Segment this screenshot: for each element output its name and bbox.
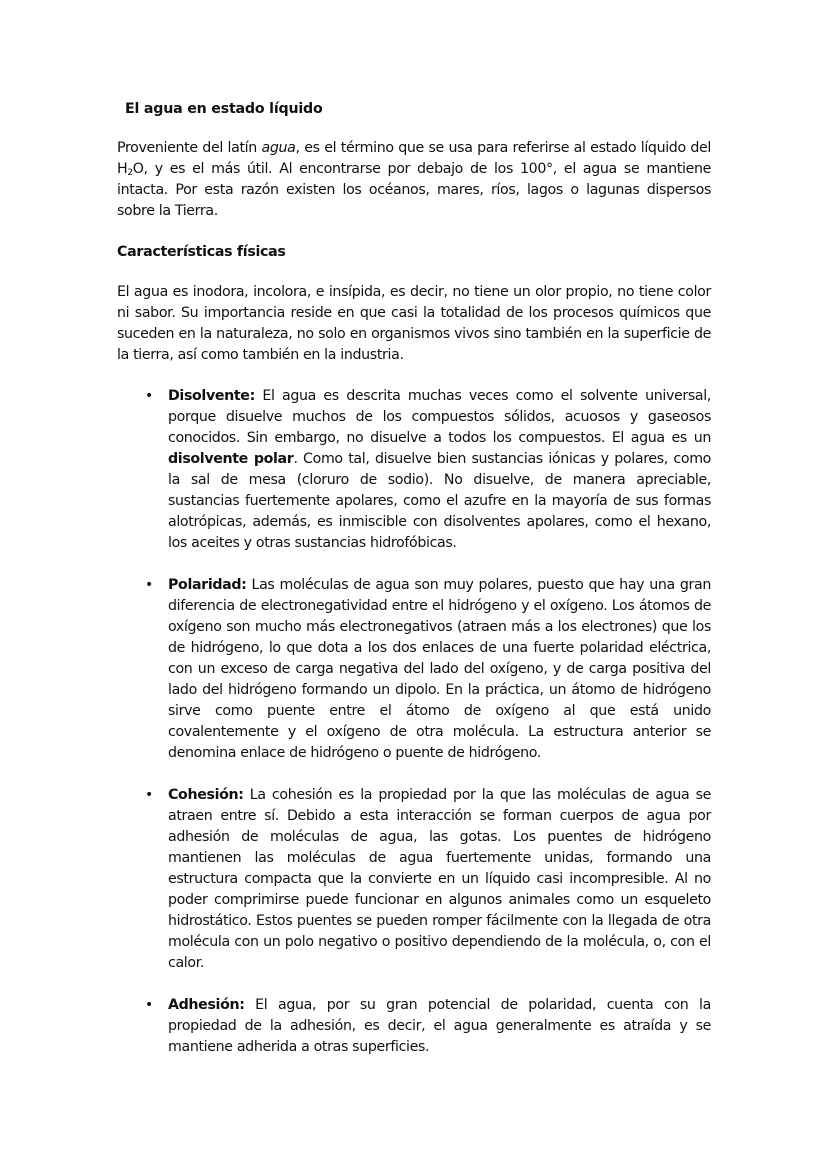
bullet-icon: • xyxy=(145,577,154,593)
intro-italic-word: agua xyxy=(261,140,296,156)
list-item-term: Polaridad: xyxy=(168,577,247,593)
list-item-term: Disolvente: xyxy=(168,388,255,404)
list-item-polaridad xyxy=(117,575,711,764)
bullet-icon: • xyxy=(145,997,154,1013)
section-paragraph: El agua es inodora, incolora, e insípida, es decir, no tiene un olor propio, no tiene color ni sabor. Su importancia reside en que casi la totalidad de los procesos químicos que suceden en la naturaleza, no solo en organismos vivos sino también en la superficie de la tierra, así como también en la industria. xyxy=(117,284,711,363)
list-item-text xyxy=(168,386,711,554)
list-item-body: La cohesión es la propiedad por la que las moléculas de agua se atraen entre sí. Debido a esta interacción se forman cuerpos de agua por adhesión de moléculas de agua, las gotas. Los puentes de hidrógeno mantienen las moléculas de agua fuertemente unidas, formando una estructura compacta que la convierte en un líquido casi incompresible. Al no poder comprimirse puede funcionar en algunos animales como un esqueleto hidrostático. Estos puentes se pueden romper fácilmente con la llegada de otra molécula con un polo negativo o positivo dependiendo de la molécula, o, con el calor. xyxy=(168,787,711,971)
document-title: El agua en estado líquido xyxy=(125,101,323,117)
intro-text-2: , es el término que se usa para referirse al estado líquido del H xyxy=(117,140,712,177)
intro-paragraph xyxy=(117,138,711,222)
list-item-disolvente xyxy=(117,386,711,554)
intro-subscript: 2 xyxy=(127,168,133,178)
intro-text-3: O, y es el más útil. Al encontrarse por debajo de los 100°, el agua se mantiene intacta. Por esta razón existen los océanos, mares, ríos, lagos o lagunas dispersos sobre la Tierra. xyxy=(117,161,711,219)
bold-inline-term: disolvente polar xyxy=(168,451,294,467)
list-item-text xyxy=(168,995,711,1058)
list-item-term: Cohesión: xyxy=(168,787,244,803)
section-title: Características físicas xyxy=(117,244,286,260)
properties-list xyxy=(117,386,711,1058)
intro-text-1: Proveniente del latín xyxy=(117,140,262,156)
document-page xyxy=(117,97,711,1079)
list-item-body: Las moléculas de agua son muy polares, puesto que hay una gran diferencia de electronegatividad entre el hidrógeno y el oxígeno. Los átomos de oxígeno son mucho más electronegativos (atraen más a los electrones) que los de hidrógeno, lo que dota a los dos enlaces de una fuerte polaridad eléctrica, con un exceso de carga negativa del lado del oxígeno, y de carga positiva del lado del hidrógeno formando un dipolo. En la práctica, un átomo de hidrógeno sirve como puente entre el átomo de oxígeno al que está unido covalentemente y el oxígeno de otra molécula. La estructura anterior se denomina enlace de hidrógeno o puente de hidrógeno. xyxy=(168,577,711,761)
list-item-body: El agua, por su gran potencial de polaridad, cuenta con la propiedad de la adhesión, es decir, el agua generalmente es atraída y se mantiene adherida a otras superficies. xyxy=(168,997,711,1055)
list-item-text xyxy=(168,785,711,974)
list-item-adhesion xyxy=(117,995,711,1058)
bullet-icon: • xyxy=(145,388,154,404)
list-item-body: El agua es descrita muchas veces como el solvente universal, porque disuelve muchos de los compuestos sólidos, acuosos y gaseosos conocidos. Sin embargo, no disuelve a todos los compuestos. El agua es un xyxy=(168,388,711,446)
list-item-cohesion xyxy=(117,785,711,974)
bullet-icon: • xyxy=(145,787,154,803)
list-item-body-continued: . Como tal, disuelve bien sustancias iónicas y polares, como la sal de mesa (cloruro de sodio). No disuelve, de manera apreciable, sustancias fuertemente apolares, como el azufre en la mayoría de sus formas alotrópicas, además, es inmiscible con disolventes apolares, como el hexano, los aceites y otras sustancias hidrofóbicas. xyxy=(168,451,711,551)
list-item-term: Adhesión: xyxy=(168,997,245,1013)
list-item-text xyxy=(168,575,711,764)
